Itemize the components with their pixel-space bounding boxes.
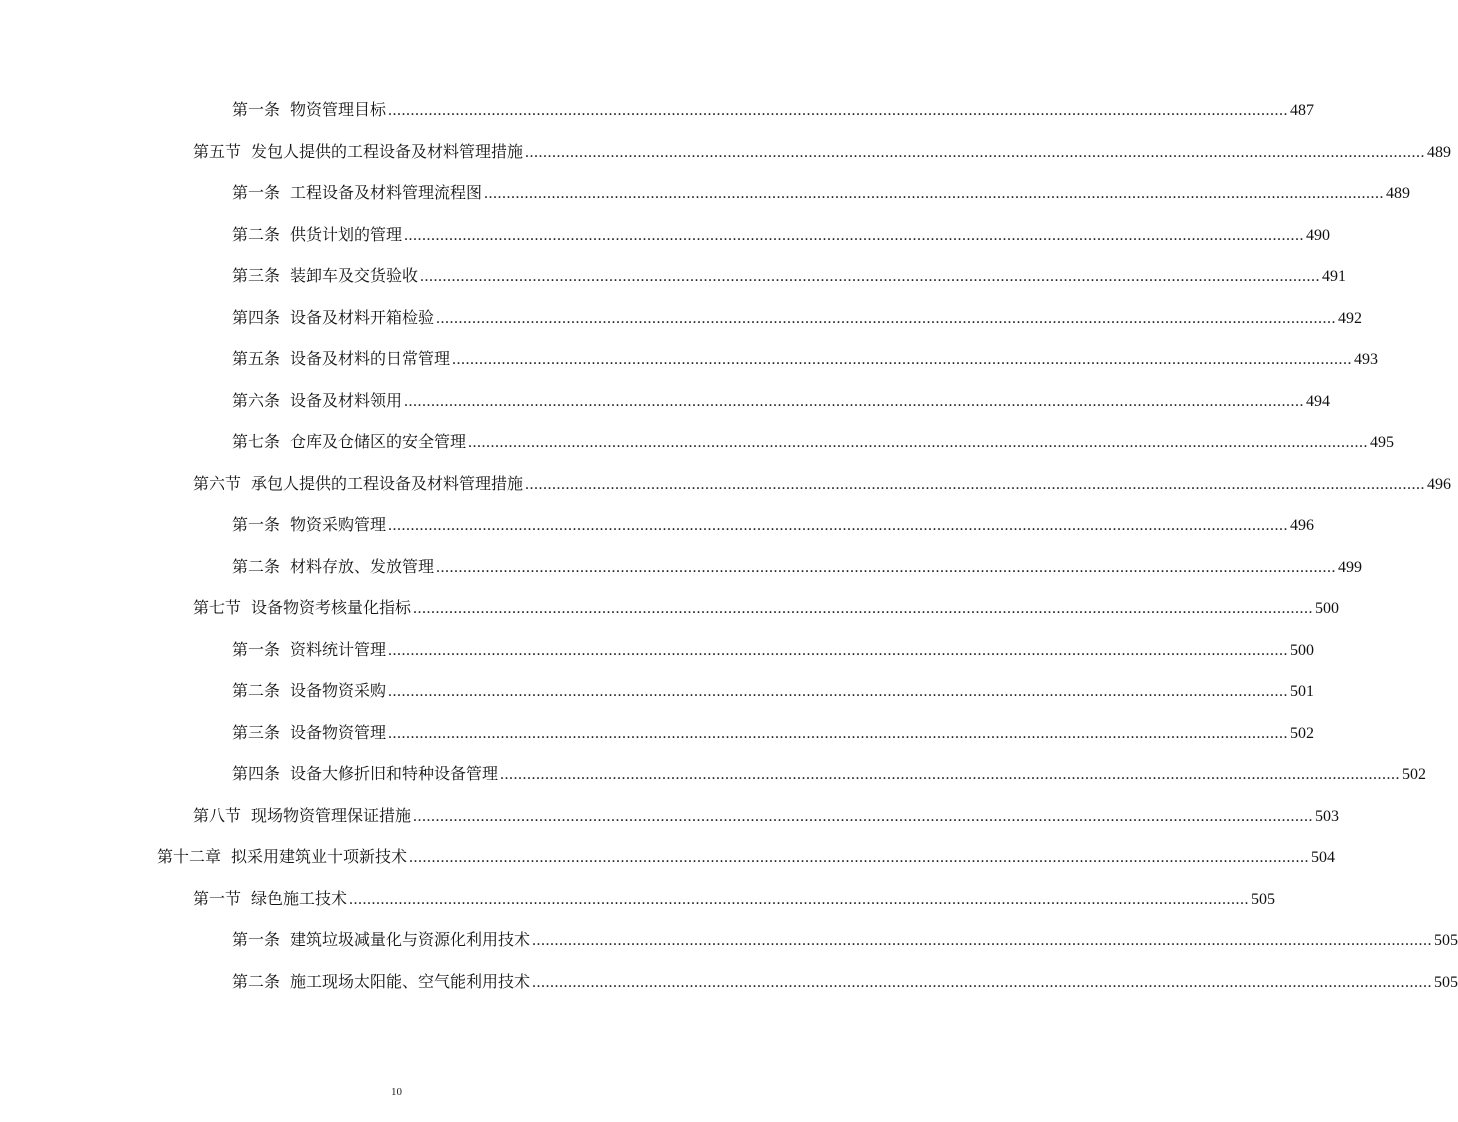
toc-entry-page-number: 494 xyxy=(1306,392,1331,410)
toc-entry[interactable] xyxy=(0,215,1331,257)
toc-entry[interactable] xyxy=(0,920,1458,962)
toc-entry-title: 装卸车及交货验收 xyxy=(290,266,419,285)
toc-entry-title: 发包人提供的工程设备及材料管理措施 xyxy=(251,141,524,161)
toc-entry-page-number: 496 xyxy=(1427,475,1452,493)
toc-entry-page-number: 490 xyxy=(1306,226,1331,244)
toc-entry[interactable] xyxy=(0,547,1363,589)
toc-entry-title: 设备及材料的日常管理 xyxy=(290,349,451,368)
dot-leader: ........................................................................................................................................................................................................ xyxy=(413,600,1314,617)
toc-entry-page-number: 501 xyxy=(1290,683,1315,700)
toc-entry-prefix: 第一条 xyxy=(232,930,281,949)
dot-leader: ........................................................................................................................................................................................................ xyxy=(413,807,1314,825)
toc-entry-prefix: 第三条 xyxy=(232,266,281,285)
toc-entry-page-number: 489 xyxy=(1386,185,1411,202)
toc-entry[interactable] xyxy=(0,754,1427,796)
toc-entry-page-number: 500 xyxy=(1315,600,1340,617)
dot-leader: ........................................................................................................................................................................................................ xyxy=(436,558,1337,576)
toc-entry[interactable] xyxy=(0,796,1340,838)
dot-leader: ........................................................................................................................................................................................................ xyxy=(409,849,1310,866)
toc-entry[interactable] xyxy=(0,132,1452,174)
toc-entry-page-number: 505 xyxy=(1434,932,1458,949)
toc-entry-prefix: 第七节 xyxy=(193,598,242,617)
toc-entry-prefix: 第八节 xyxy=(193,805,242,825)
toc-entry[interactable] xyxy=(0,256,1347,298)
toc-entry[interactable] xyxy=(0,505,1315,547)
toc-entry-title: 资料统计管理 xyxy=(290,639,387,659)
toc-entry-prefix: 第三条 xyxy=(232,722,281,742)
toc-entry-page-number: 502 xyxy=(1290,724,1315,742)
table-of-contents xyxy=(0,90,1458,1003)
toc-entry-title: 供货计划的管理 xyxy=(290,224,403,244)
toc-entry-prefix: 第二条 xyxy=(232,224,281,244)
toc-entry-page-number: 493 xyxy=(1354,351,1379,368)
dot-leader: ........................................................................................................................................................................................................ xyxy=(525,475,1426,493)
toc-entry-page-number: 496 xyxy=(1290,517,1315,534)
toc-entry-page-number: 495 xyxy=(1370,434,1395,451)
toc-entry-prefix: 第四条 xyxy=(232,764,281,783)
toc-entry-prefix: 第五条 xyxy=(232,349,281,368)
dot-leader: ........................................................................................................................................................................................................ xyxy=(452,351,1353,368)
dot-leader: ........................................................................................................................................................................................................ xyxy=(525,143,1426,161)
toc-entry[interactable] xyxy=(0,339,1379,381)
toc-entry-page-number: 489 xyxy=(1427,143,1452,161)
toc-entry-page-number: 500 xyxy=(1290,641,1315,659)
toc-entry-prefix: 第七条 xyxy=(232,432,281,451)
toc-entry[interactable] xyxy=(0,90,1315,132)
toc-entry[interactable] xyxy=(0,588,1340,630)
toc-entry-prefix: 第十二章 xyxy=(157,847,222,866)
toc-entry[interactable] xyxy=(0,422,1395,464)
toc-entry-page-number: 505 xyxy=(1434,973,1458,991)
toc-entry-title: 设备及材料开箱检验 xyxy=(290,307,435,327)
toc-entry-page-number: 487 xyxy=(1290,102,1315,119)
dot-leader: ........................................................................................................................................................................................................ xyxy=(468,434,1369,451)
dot-leader: ........................................................................................................................................................................................................ xyxy=(420,268,1321,285)
toc-entry-title: 绿色施工技术 xyxy=(251,888,348,908)
toc-entry-title: 现场物资管理保证措施 xyxy=(251,805,412,825)
toc-entry-page-number: 502 xyxy=(1402,766,1427,783)
dot-leader: ........................................................................................................................................................................................................ xyxy=(484,185,1385,202)
dot-leader: ........................................................................................................................................................................................................ xyxy=(349,890,1250,908)
toc-entry-prefix: 第六节 xyxy=(193,473,242,493)
toc-entry[interactable] xyxy=(0,298,1363,340)
toc-entry-prefix: 第四条 xyxy=(232,307,281,327)
toc-entry-title: 建筑垃圾减量化与资源化利用技术 xyxy=(290,930,531,949)
toc-entry[interactable] xyxy=(0,837,1336,879)
dot-leader: ........................................................................................................................................................................................................ xyxy=(532,973,1433,991)
toc-entry-prefix: 第一条 xyxy=(232,515,281,534)
toc-entry[interactable] xyxy=(0,381,1331,423)
toc-entry-page-number: 503 xyxy=(1315,807,1340,825)
dot-leader: ........................................................................................................................................................................................................ xyxy=(500,766,1401,783)
toc-entry-prefix: 第二条 xyxy=(232,971,281,991)
toc-entry-title: 设备物资考核量化指标 xyxy=(251,598,412,617)
toc-entry-prefix: 第一条 xyxy=(232,100,281,119)
toc-entry-prefix: 第二条 xyxy=(232,556,281,576)
toc-entry-prefix: 第二条 xyxy=(232,681,281,700)
toc-entry-prefix: 第一条 xyxy=(232,183,281,202)
toc-entry-title: 物资采购管理 xyxy=(290,515,387,534)
toc-entry-page-number: 505 xyxy=(1251,890,1276,908)
toc-entry-page-number: 499 xyxy=(1338,558,1363,576)
toc-entry-title: 材料存放、发放管理 xyxy=(290,556,435,576)
toc-entry-title: 施工现场太阳能、空气能利用技术 xyxy=(290,971,531,991)
toc-entry[interactable] xyxy=(0,713,1315,755)
toc-entry-title: 拟采用建筑业十项新技术 xyxy=(231,847,408,866)
dot-leader: ........................................................................................................................................................................................................ xyxy=(388,683,1289,700)
toc-entry-prefix: 第六条 xyxy=(232,390,281,410)
dot-leader: ........................................................................................................................................................................................................ xyxy=(404,226,1305,244)
dot-leader: ........................................................................................................................................................................................................ xyxy=(404,392,1305,410)
dot-leader: ........................................................................................................................................................................................................ xyxy=(388,102,1289,119)
toc-entry-page-number: 492 xyxy=(1338,309,1363,327)
toc-entry-title: 设备物资管理 xyxy=(290,722,387,742)
toc-entry-title: 设备及材料领用 xyxy=(290,390,403,410)
toc-entry-title: 仓库及仓储区的安全管理 xyxy=(290,432,467,451)
dot-leader: ........................................................................................................................................................................................................ xyxy=(532,932,1433,949)
toc-entry-title: 设备物资采购 xyxy=(290,681,387,700)
toc-entry-title: 物资管理目标 xyxy=(290,100,387,119)
toc-entry-page-number: 504 xyxy=(1311,849,1336,866)
dot-leader: ........................................................................................................................................................................................................ xyxy=(436,309,1337,327)
toc-entry-title: 承包人提供的工程设备及材料管理措施 xyxy=(251,473,524,493)
toc-entry[interactable] xyxy=(0,464,1452,506)
dot-leader: ........................................................................................................................................................................................................ xyxy=(388,724,1289,742)
toc-entry-title: 工程设备及材料管理流程图 xyxy=(290,183,483,202)
toc-entry[interactable] xyxy=(0,173,1411,215)
dot-leader: ........................................................................................................................................................................................................ xyxy=(388,641,1289,659)
dot-leader: ........................................................................................................................................................................................................ xyxy=(388,517,1289,534)
toc-entry[interactable] xyxy=(0,962,1458,1004)
toc-entry-page-number: 491 xyxy=(1322,268,1347,285)
toc-entry[interactable] xyxy=(0,671,1315,713)
page-number: 10 xyxy=(391,1086,402,1098)
toc-entry-prefix: 第一条 xyxy=(232,639,281,659)
toc-entry-prefix: 第五节 xyxy=(193,141,242,161)
toc-entry[interactable] xyxy=(0,630,1315,672)
toc-entry[interactable] xyxy=(0,879,1276,921)
toc-entry-prefix: 第一节 xyxy=(193,888,242,908)
toc-entry-title: 设备大修折旧和特种设备管理 xyxy=(290,764,499,783)
